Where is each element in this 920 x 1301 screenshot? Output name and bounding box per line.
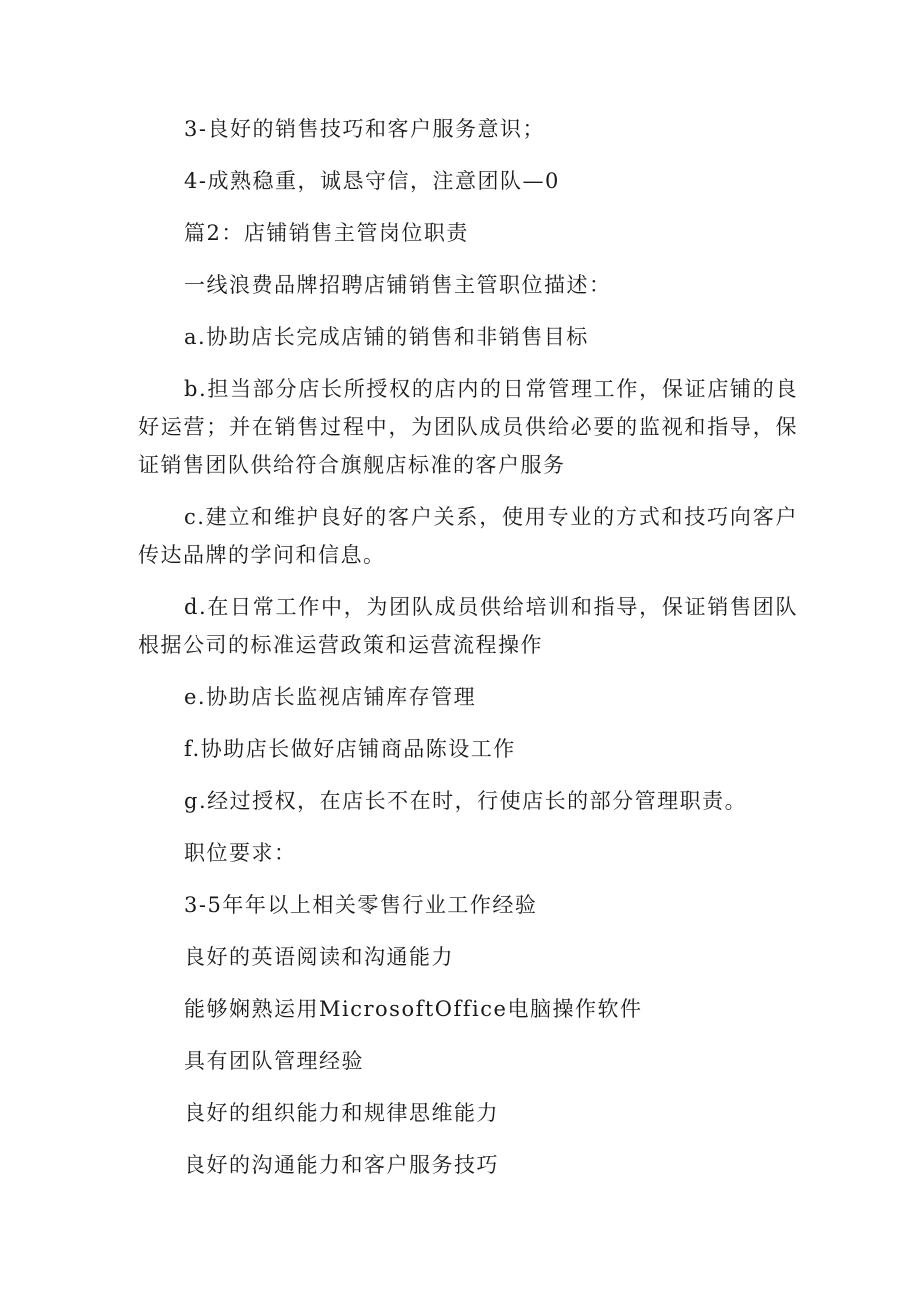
- duty-item-d: d.在日常工作中，为团队成员供给培训和指导，保证销售团队根据公司的标准运营政策和运营流程操作: [138, 595, 798, 657]
- paragraph-skill-4: 4-成熟稳重，诚恳守信，注意团队—0: [184, 169, 560, 193]
- duty-item-f: f.协助店长做好店铺商品陈设工作: [184, 737, 516, 761]
- requirements-heading: 职位要求：: [184, 841, 297, 865]
- job-description-intro: 一线浪费品牌招聘店铺销售主管职位描述：: [184, 273, 612, 297]
- document-body: [138, 110, 798, 1198]
- requirement-item: 良好的组织能力和规律思维能力: [184, 1101, 499, 1125]
- duty-item-a: a.协助店长完成店铺的销售和非销售目标: [184, 325, 589, 349]
- duty-item-g: g.经过授权，在店长不在时，行使店长的部分管理职责。: [184, 789, 748, 813]
- duty-item-e: e.协助店长监视店铺库存管理: [184, 685, 477, 709]
- requirement-item: 良好的沟通能力和客户服务技巧: [184, 1153, 499, 1177]
- requirement-item: 良好的英语阅读和沟通能力: [184, 945, 454, 969]
- duty-item-b: b.担当部分店长所授权的店内的日常管理工作，保证店铺的良好运营；并在销售过程中，为团队成员供给必要的监视和指导，保证销售团队供给符合旗舰店标准的客户服务: [138, 377, 798, 477]
- section-heading: 篇2：店铺销售主管岗位职责: [184, 221, 469, 245]
- requirement-item: 3-5年年以上相关零售行业工作经验: [184, 893, 538, 917]
- duty-item-c: c.建立和维护良好的客户关系，使用专业的方式和技巧向客户传达品牌的学问和信息。: [138, 505, 798, 567]
- requirement-item: 具有团队管理经验: [184, 1049, 364, 1073]
- paragraph-skill-3: 3-良好的销售技巧和客户服务意识；: [184, 117, 545, 141]
- requirement-item: 能够娴熟运用MicrosoftOffice电脑操作软件: [184, 997, 643, 1021]
